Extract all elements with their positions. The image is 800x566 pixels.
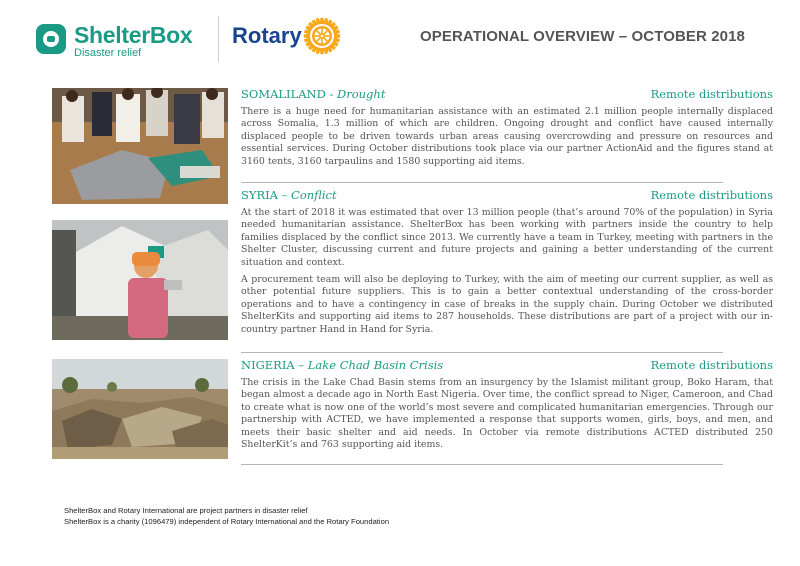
section-divider	[241, 182, 723, 183]
section-divider	[241, 464, 723, 465]
rotary-wheel-icon	[302, 16, 342, 56]
syria-heading	[241, 188, 773, 204]
shelterbox-logo-name: ShelterBox	[74, 22, 193, 48]
title-separator: –	[277, 188, 292, 202]
section-crisis: Drought	[337, 87, 386, 101]
syria-tag: Remote distributions	[650, 188, 773, 202]
shelterbox-logo-tagline: Disaster relief	[74, 47, 142, 59]
nigeria-title	[241, 358, 443, 373]
title-separator: -	[325, 87, 337, 101]
somaliland-title	[241, 87, 385, 102]
syria-paragraph-1: At the start of 2018 it was estimated that over 13 million people (that’s around 70% of the population) in Syria needed humanitarian assistance. ShelterBox has been working with partners inside the country to help families displaced by the conflict since 2013. We currently have a team in Turkey, meeting with partners in the Shelter Cluster, discussing current and future projects and gaining a better understanding of the current situation and context.	[241, 207, 773, 268]
syria-title	[241, 188, 337, 203]
shelterbox-logo	[36, 22, 236, 62]
somaliland-heading	[241, 87, 773, 103]
syria-paragraph-2: A procurement team will also be deploying to Turkey, with the aim of meeting our current supplier, as well as other potential future suppliers. This is to gain a better contextual understanding of the cross-border operations and to have a contingency in case of breaks in the supply chain. During October we distributed ShelterKits and supporting aid items to 287 households. These distributions are part of a project with our in-country partner Hand in Hand for Syria.	[241, 274, 773, 335]
nigeria-photo	[52, 359, 228, 459]
footer-line: ShelterBox is a charity (1096479) independent of Rotary International and the Rotary Foundation	[64, 517, 390, 526]
somaliland-photo	[52, 88, 228, 204]
logo-divider	[218, 16, 219, 62]
page-header	[0, 0, 800, 80]
shelterbox-icon	[36, 24, 66, 54]
section-divider	[241, 352, 723, 353]
section-crisis: Conflict	[291, 188, 337, 202]
title-separator: –	[294, 358, 308, 372]
section-country: SYRIA	[241, 188, 278, 202]
syria-photo	[52, 220, 228, 340]
somaliland-body	[241, 106, 773, 173]
somaliland-paragraph-1: There is a huge need for humanitarian assistance with an estimated 2.1 million people internally displaced across Somalia, 1.3 million of which are children. Ongoing drought and conflict have caused internally displaced people to be driven towards urban areas causing overcrowding and pressure on resources and essential services. During October distributions took place via our partner ActionAid and the figures stand at 3160 tents, 3160 tarpaulins and 1580 supporting aid items.	[241, 106, 773, 167]
section-crisis: Lake Chad Basin Crisis	[307, 358, 444, 372]
footer-line: ShelterBox and Rotary International are project partners in disaster relief	[64, 506, 308, 515]
rotary-logo-name: Rotary	[232, 23, 302, 48]
nigeria-tag: Remote distributions	[650, 358, 773, 372]
nigeria-heading	[241, 358, 773, 374]
page-title: OPERATIONAL OVERVIEW – OCTOBER 2018	[420, 28, 745, 45]
section-country: NIGERIA	[241, 358, 295, 372]
syria-body	[241, 207, 773, 341]
somaliland-tag: Remote distributions	[650, 87, 773, 101]
nigeria-body	[241, 377, 773, 456]
section-country: SOMALILAND	[241, 87, 326, 101]
footer-notes	[64, 505, 764, 527]
nigeria-paragraph-1: The crisis in the Lake Chad Basin stems from an insurgency by the Islamist militant group, Boko Haram, that began almost a decade ago in North East Nigeria. Over time, the conflict spread to Niger, Cameroon, and Chad to create what is now one of the world’s most severe and complicated humanitarian emergencies. Through our partnership with ACTED, we have implemented a response that supports women, girls, boys, and men, and meets their basic shelter and aid needs. In October via remote distributions ACTED distributed 250 ShelterKit’s and 763 supporting aid items.	[241, 377, 773, 451]
